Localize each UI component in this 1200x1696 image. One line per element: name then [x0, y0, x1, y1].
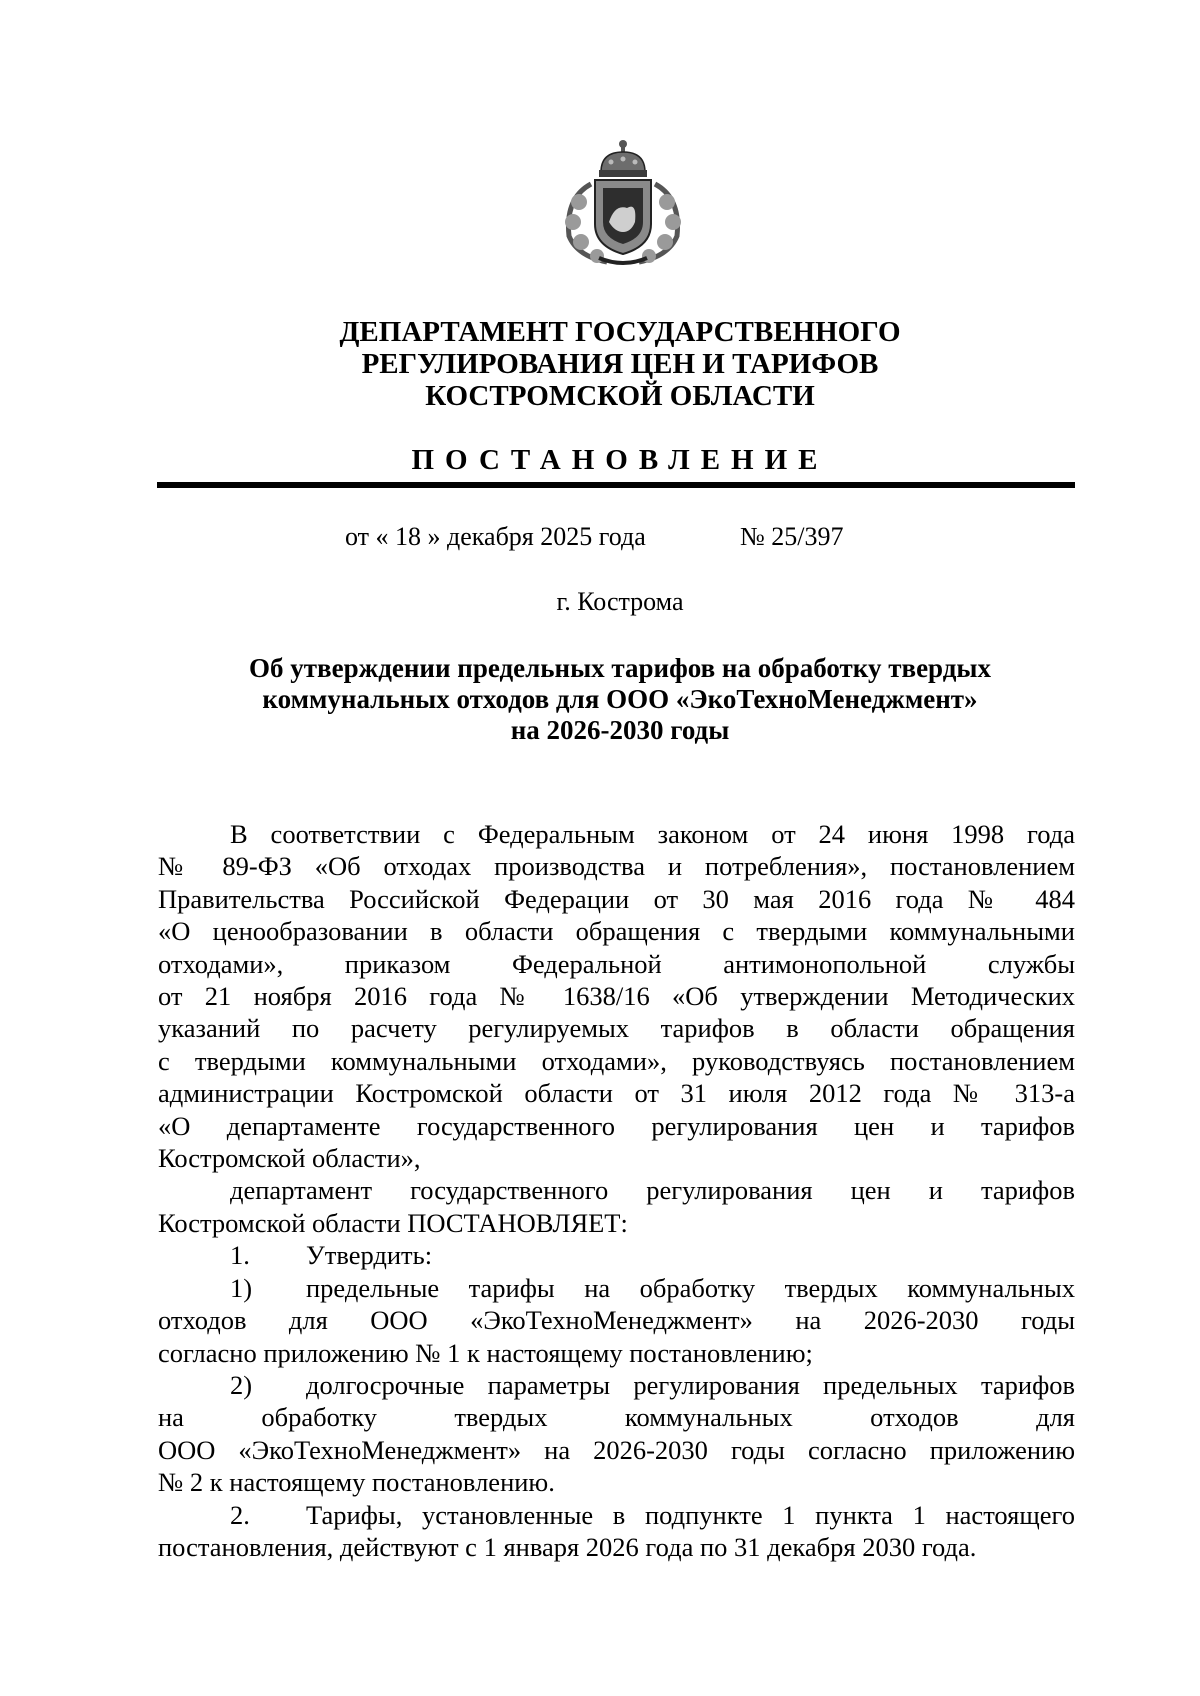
department-name: [150, 316, 1090, 412]
document-date: от « 18 » декабря 2025 года: [345, 522, 646, 551]
subclause-line: на обработку твердых коммунальных отходов для: [158, 1402, 1075, 1433]
subject-line: коммунальных отходов для ООО «ЭкоТехноМенеджмент»: [262, 684, 978, 714]
subclause-line: ООО «ЭкоТехноМенеджмент» на 2026-2030 годы согласно приложению: [158, 1434, 1075, 1465]
resolve-paragraph: [158, 1174, 1075, 1239]
clause-line: постановления, действуют с 1 января 2026 года по 31 декабря 2030 года.: [158, 1531, 977, 1562]
preamble-paragraph: [158, 818, 1075, 1174]
department-line: РЕГУЛИРОВАНИЯ ЦЕН И ТАРИФОВ: [361, 348, 879, 380]
document-number: № 25/397: [740, 522, 844, 551]
subclause-2: [158, 1369, 1075, 1499]
preamble-line: «О департаменте государственного регулирования цен и тарифов: [158, 1110, 1075, 1141]
preamble-line: «О ценообразовании в области обращения с твердыми коммунальными: [158, 916, 1075, 947]
clause-number: 2.: [230, 1499, 250, 1530]
subclause-text: предельные тарифы на обработку твердых коммунальных: [306, 1272, 1075, 1303]
subclause-line: отходов для ООО «ЭкоТехноМенеджмент» на 2026-2030 годы: [158, 1305, 1075, 1336]
header-divider: [157, 482, 1075, 488]
clause-number: 1.: [230, 1240, 250, 1271]
subclause-line: № 2 к настоящему постановлению.: [158, 1467, 555, 1498]
subclause-number: 1): [230, 1272, 253, 1303]
subclause-line: согласно приложению № 1 к настоящему постановлению;: [158, 1337, 813, 1368]
preamble-line: отходами», приказом Федеральной антимонопольной службы: [158, 948, 1075, 979]
clause-2: [158, 1499, 1075, 1564]
department-line: ДЕПАРТАМЕНТ ГОСУДАРСТВЕННОГО: [339, 316, 901, 348]
subclause-1: [158, 1272, 1075, 1369]
kostroma-coat-of-arms-icon: [541, 138, 705, 268]
subclause-number: 2): [230, 1369, 253, 1400]
subclause-text: долгосрочные параметры регулирования предельных тарифов: [306, 1369, 1075, 1400]
document-type-title: ПОСТАНОВЛЕНИЕ: [411, 444, 829, 476]
preamble-line: от 21 ноября 2016 года № 1638/16 «Об утверждении Методических: [158, 981, 1075, 1012]
clause-text: Тарифы, установленные в подпункте 1 пункта 1 настоящего: [306, 1499, 1075, 1530]
preamble-line: администрации Костромской области от 31 июля 2012 года № 313-а: [158, 1078, 1075, 1109]
document-city: г. Кострома: [556, 587, 684, 616]
document-body: [158, 818, 1075, 1563]
preamble-line: указаний по расчету регулируемых тарифов в области обращения: [158, 1013, 1075, 1044]
preamble-line: Правительства Российской Федерации от 30 мая 2016 года № 484: [158, 883, 1075, 914]
resolve-line: департамент государственного регулирования цен и тарифов: [230, 1175, 1075, 1206]
clause-1: [158, 1239, 1075, 1271]
preamble-line: № 89-ФЗ «Об отходах производства и потребления», постановлением: [158, 851, 1075, 882]
preamble-line: Костромской области»,: [158, 1143, 421, 1174]
preamble-line: В соответствии с Федеральным законом от 24 июня 1998 года: [230, 819, 1075, 849]
document-subject: [150, 653, 1090, 746]
clause-text: Утвердить:: [306, 1240, 433, 1271]
subject-line: Об утверждении предельных тарифов на обработку твердых: [249, 653, 991, 683]
preamble-line: с твердыми коммунальными отходами», руководствуясь постановлением: [158, 1045, 1075, 1076]
subject-line: на 2026-2030 годы: [510, 715, 730, 745]
department-line: КОСТРОМСКОЙ ОБЛАСТИ: [425, 380, 815, 412]
resolve-line: Костромской области ПОСТАНОВЛЯЕТ:: [158, 1207, 628, 1238]
